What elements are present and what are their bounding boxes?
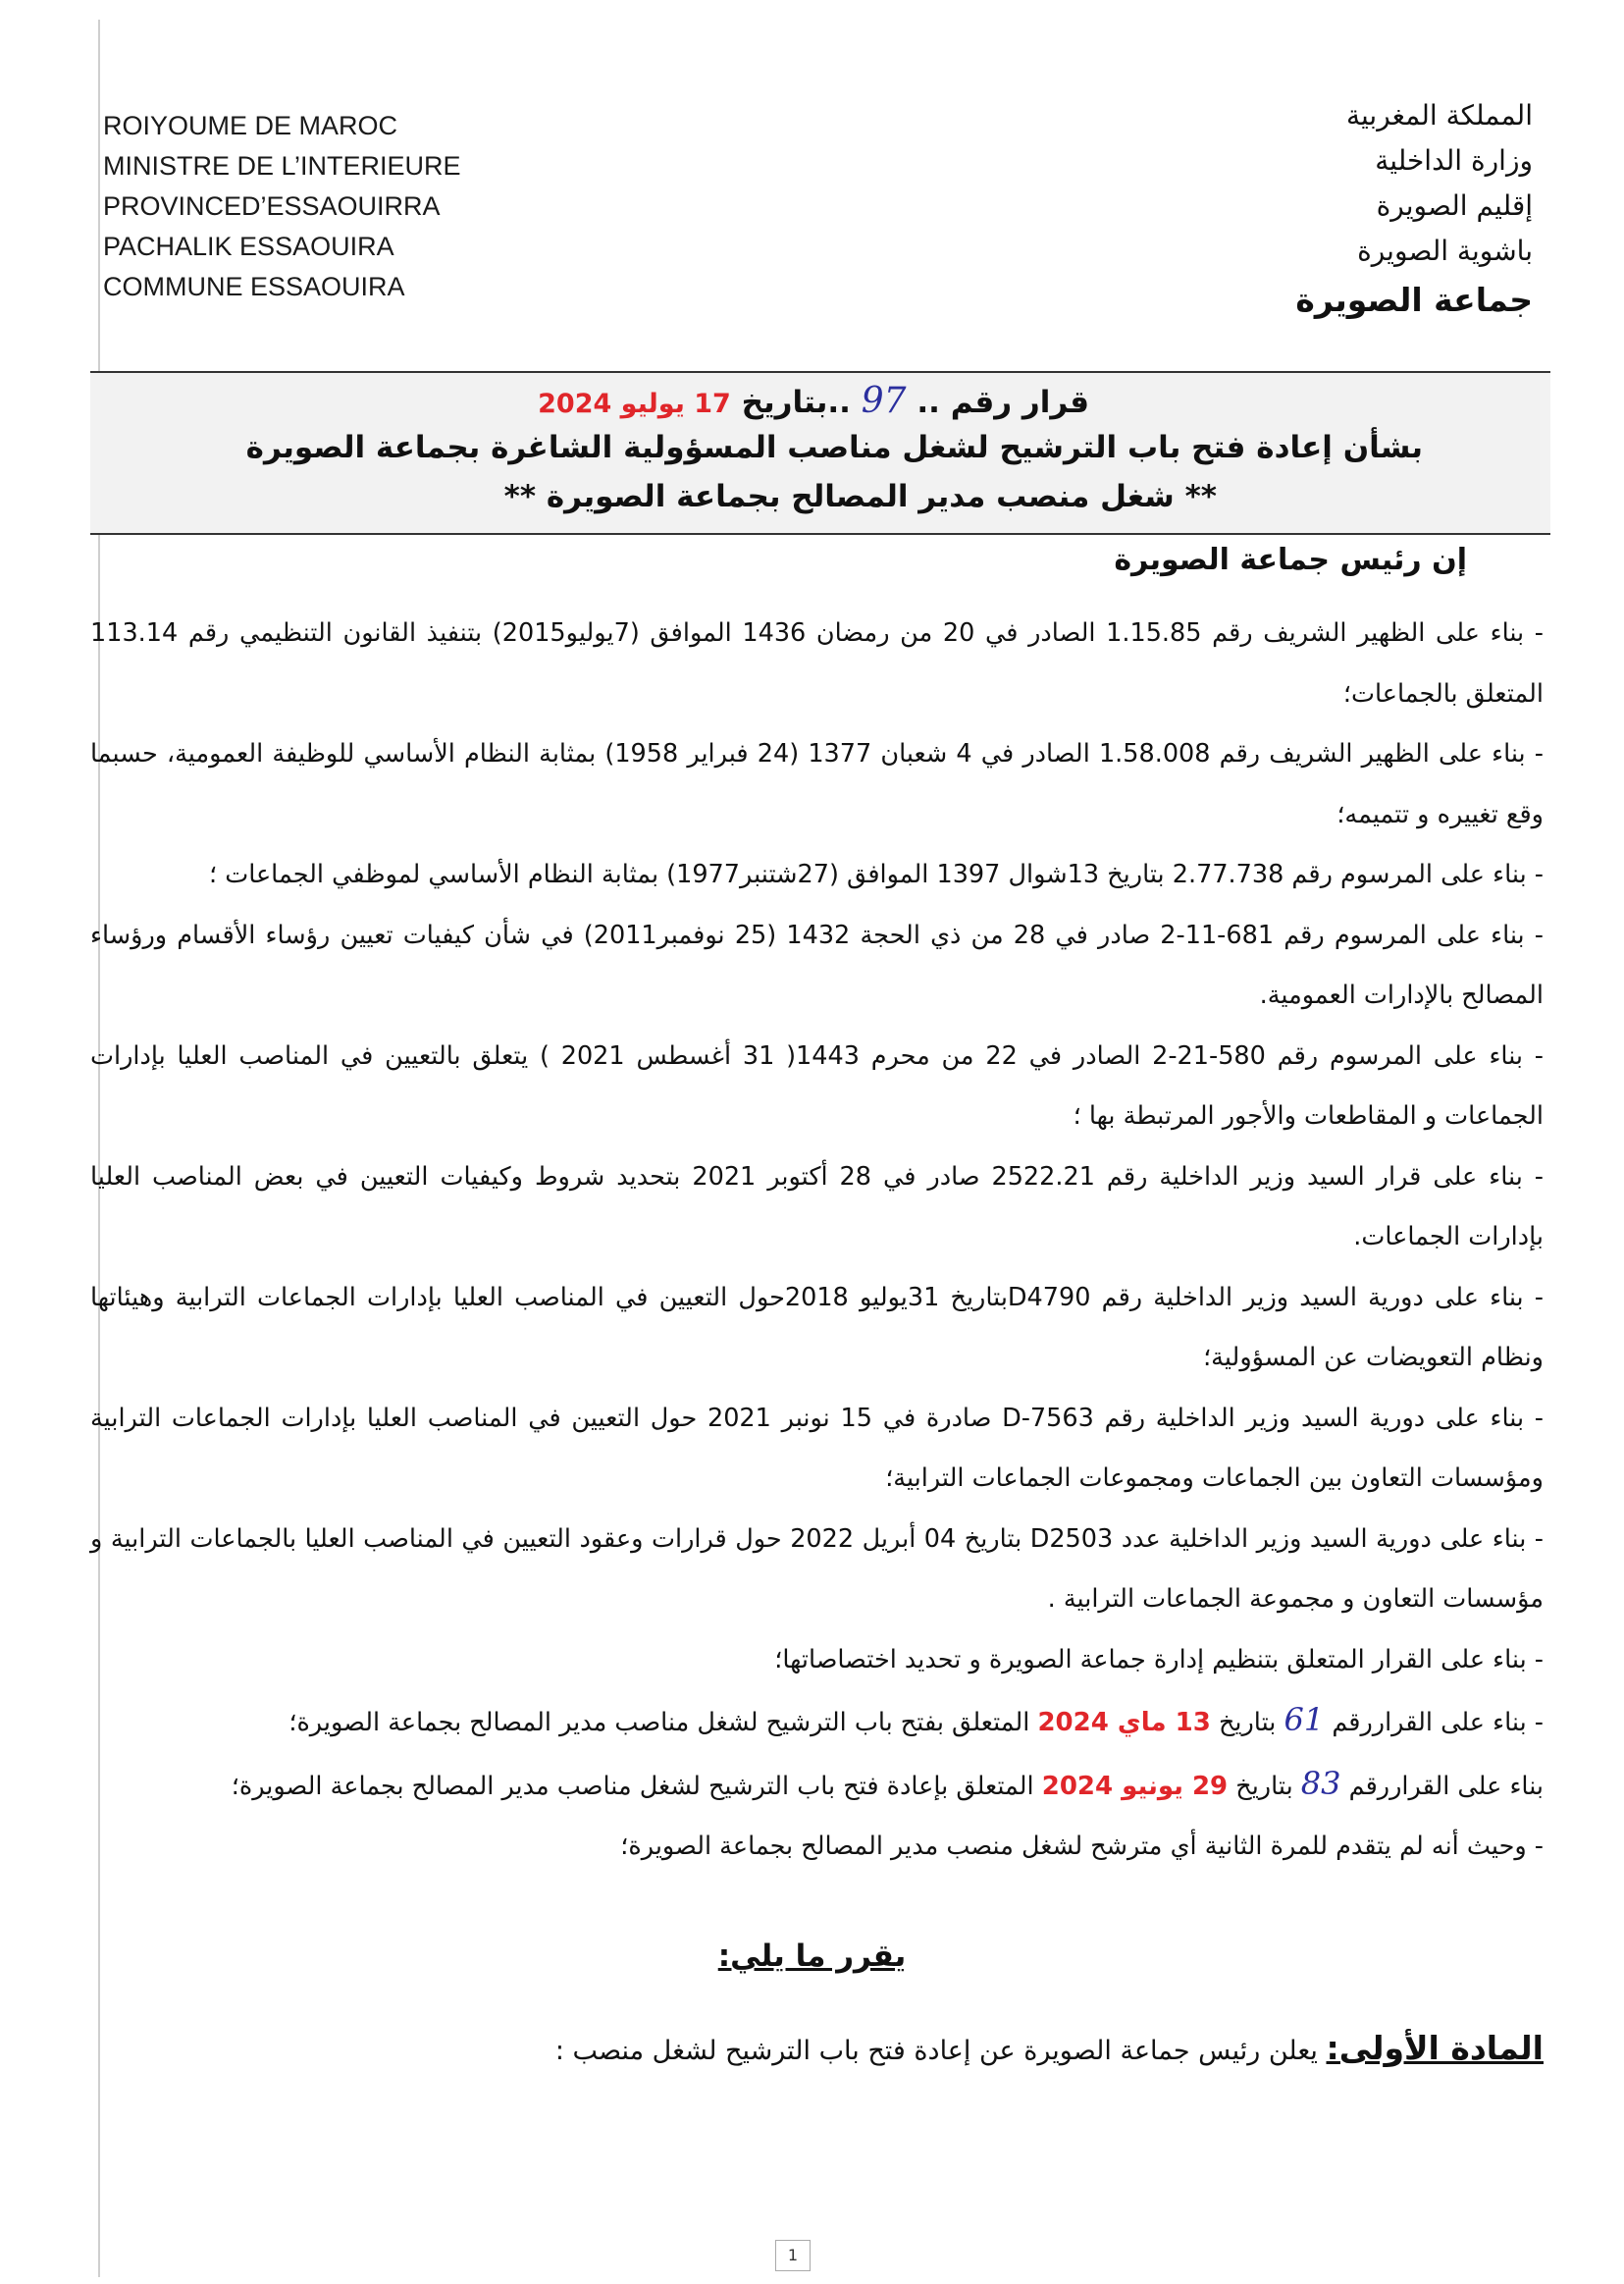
ref-decision-date-stamp: 29 يونيو 2024: [1041, 1771, 1229, 1801]
whereas-clause: - وحيث أنه لم يتقدم للمرة الثانية أي مترشح لشغل منصب مدير المصالح بجماعة الصويرة؛: [620, 1832, 1544, 1861]
decides-heading: [0, 1939, 1624, 1974]
consideration-item: - بناء على دورية السيد وزير الداخلية رقم D-7563 صادرة في 15 نونبر 2021 حول التعيين في المناصب العليا بإدارات الجماعات الترابية ومؤسسات التعاون بين الجماعات ومجموعات الجماعات الترابية؛: [90, 1403, 1545, 1493]
header-ar-commune: جماعة الصويرة: [1295, 281, 1533, 319]
consideration-item: - بناء على المرسوم رقم 681-11-2 صادر في 28 من ذي الحجة 1432 (25 نوفمبر2011) في شأن كيفيات تعيين رؤساء الأقسام ورؤساء المصالح بالإدارات العمومية.: [90, 920, 1544, 1010]
header-fr-line: MINISTRE DE L’INTERIEURE: [103, 151, 461, 181]
ref-decision-item: [90, 1690, 1544, 1754]
decides-text: يقرر ما يلي:: [717, 1939, 907, 1974]
header-ar-ministry: وزارة الداخلية: [1375, 144, 1533, 177]
header-fr-line: COMMUNE ESSAOUIRA: [103, 272, 405, 301]
consideration-item: - بناء على المرسوم رقم 580-21-2 الصادر في 22 من محرم 1443( 31 أغسطس 2021 ) يتعلق بالتعيين في المناصب العليا بإدارات الجماعات و المقاطعات والأجور المرتبطة بها ؛: [90, 1040, 1544, 1131]
header-ar-kingdom: المملكة المغربية: [1345, 99, 1533, 132]
consideration-item: - بناء على دورية السيد وزير الداخلية رقم D4790بتاريخ 31يوليو 2018حول التعيين في المناصب العليا بإدارات الجماعات الترابية وهيئاتها ونظام التعويضات عن المسؤولية؛: [90, 1282, 1544, 1372]
consideration-item: - بناء على الظهير الشريف رقم 1.58.008 الصادر في 4 شعبان 1377 (24 فبراير 1958) بمثابة النظام الأساسي للوظيفة العمومية، حسبما وقع تغييره و تتميمه؛: [90, 739, 1545, 829]
decision-title-box: [90, 371, 1550, 535]
decision-prefix: قرار رقم ..: [917, 385, 1089, 420]
ref-decision-number-handwritten: 61: [1283, 1701, 1325, 1738]
article-1: [555, 2029, 1544, 2067]
consideration-item: - بناء على القرار المتعلق بتنظيم إدارة جماعة الصويرة و تحديد اختصاصاتها؛: [774, 1644, 1544, 1674]
ref-decision-suffix: المتعلق بفتح باب الترشيح لشغل مناصب مدير المصالح بجماعة الصويرة؛: [288, 1708, 1030, 1737]
ref-decision-date-word: بتاريخ: [1235, 1771, 1293, 1801]
french-header: [103, 106, 653, 307]
header-fr-line: PACHALIK ESSAOUIRA: [103, 232, 394, 261]
header-fr-line: PROVINCED’ESSAOUIRRA: [103, 191, 441, 221]
ref-decision-date-word: بتاريخ: [1218, 1708, 1277, 1737]
considerations-body: [90, 604, 1544, 1878]
article-1-label: المادة الأولى:: [1326, 2029, 1544, 2067]
header-fr-line: ROIYOUME DE MAROC: [103, 111, 398, 140]
consideration-item: - بناء على المرسوم رقم 2.77.738 بتاريخ 13شوال 1397 الموافق (27شتنبر1977) بمثابة النظام الأساسي لموظفي الجماعات ؛: [208, 860, 1544, 889]
decision-number-handwritten: 97: [861, 381, 907, 421]
header-ar-province: إقليم الصويرة: [1376, 189, 1533, 222]
decision-position: ** شغل منصب مدير المصالح بجماعة الصويرة **: [503, 479, 1217, 514]
header-ar-pachalik: باشوية الصويرة: [1357, 235, 1533, 267]
page-number: 1: [775, 2240, 811, 2271]
consideration-item: - بناء على الظهير الشريف رقم 1.15.85 الصادر في 20 من رمضان 1436 الموافق (7يوليو2015) بتنفيذ القانون التنظيمي رقم 113.14 المتعلق بالجماعات؛: [90, 618, 1544, 709]
decision-number-line: [90, 381, 1550, 421]
consideration-item: - بناء على قرار السيد وزير الداخلية رقم 2522.21 صادر في 28 أكتوبر 2021 بتحديد شروط وكيفيات التعيين في بعض المناصب العليا بإدارات الجماعات.: [90, 1161, 1544, 1251]
ref-decision-number-handwritten: 83: [1300, 1764, 1341, 1802]
ref-decision-item: [90, 1754, 1544, 1818]
ref-decision-prefix: - بناء على القراررقم: [1332, 1708, 1544, 1737]
president-heading: إن رئيس جماعة الصويرة: [1114, 543, 1467, 577]
decision-date-stamp: 17 يوليو 2024: [538, 389, 731, 419]
ref-decision-prefix: بناء على القراررقم: [1348, 1771, 1544, 1801]
decision-subject: بشأن إعادة فتح باب الترشيح لشغل مناصب المسؤولية الشاغرة بجماعة الصويرة: [245, 430, 1423, 465]
arabic-header: [1121, 93, 1533, 323]
ref-decision-date-stamp: 13 ماي 2024: [1037, 1708, 1211, 1737]
article-1-text: يعلن رئيس جماعة الصويرة عن إعادة فتح باب الترشيح لشغل منصب :: [554, 2036, 1318, 2066]
ref-decision-suffix: المتعلق بإعادة فتح باب الترشيح لشغل مناصب مدير المصالح بجماعة الصويرة؛: [231, 1771, 1034, 1801]
decision-date-prefix: ..بتاريخ: [741, 385, 851, 420]
consideration-item: - بناء على دورية السيد وزير الداخلية عدد D2503 بتاريخ 04 أبريل 2022 حول قرارات وعقود التعيين في المناصب العليا بالجماعات الترابية و مؤسسات التعاون و مجموعة الجماعات الترابية .: [90, 1523, 1544, 1614]
